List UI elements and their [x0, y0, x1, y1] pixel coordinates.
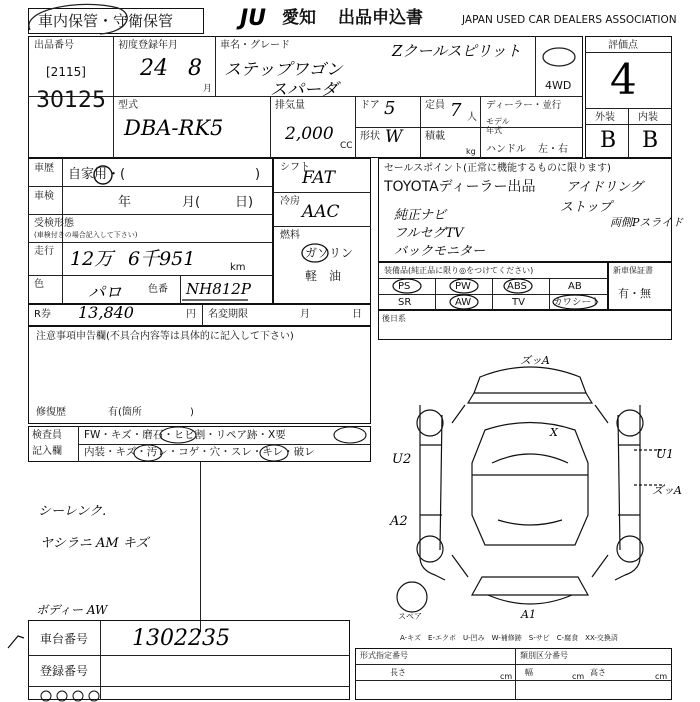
- class-no-label: 類別区分番号: [520, 651, 568, 660]
- inspector-label-2: 記入欄: [32, 446, 62, 457]
- type-value: DBA-RK5: [124, 116, 224, 140]
- load-unit: kg: [466, 147, 476, 156]
- mileage-sen: 6千951: [128, 248, 196, 270]
- drive-label: 4WD: [545, 79, 572, 92]
- note-hand-2: ヤシラニ AM キズ: [40, 536, 149, 551]
- ac-value: AAC: [302, 202, 340, 222]
- int-row: 内装・キズ・汚レ・コゲ・穴・スレ・キレ・破レ: [84, 446, 315, 458]
- receive-label: 受検形態: [34, 218, 74, 229]
- fuel-diesel: 軽 油: [305, 269, 342, 283]
- width-unit: cm: [572, 672, 585, 681]
- width-label: 幅: [525, 668, 533, 677]
- reg-year: 24: [140, 56, 168, 81]
- mileage-unit: km: [230, 262, 246, 273]
- fuel-gas: ガソリン: [305, 246, 354, 260]
- first-reg-label: 初度登録年月: [118, 40, 178, 51]
- lot-label: 出品番号: [34, 40, 74, 51]
- notes-label: 注意事項申告欄(不具合内容等は具体的に記入して下さい): [36, 331, 294, 342]
- storage-label: 車内保管・守衛保管: [38, 12, 174, 30]
- inspector-circles: [78, 426, 371, 462]
- diag-left-1: U2: [392, 452, 412, 467]
- stamp-circles: [40, 690, 100, 702]
- diag-bottom: A1: [521, 608, 536, 621]
- color-no-underline: [182, 298, 252, 302]
- recycle-value: 13,840: [78, 303, 134, 322]
- selling-line-2: 純正ナビ: [394, 208, 447, 223]
- disp-value: 2,000: [285, 124, 334, 144]
- score-value: 4: [610, 55, 637, 104]
- inspector-label-1: 検査員: [32, 430, 62, 441]
- diag-left-2: A2: [390, 514, 408, 529]
- receive-note: (車検付きの場合記入して下さい): [34, 231, 138, 239]
- color-value: パロ: [88, 283, 122, 303]
- later-label: 後日系: [382, 314, 406, 323]
- lot-sub: [2115]: [46, 65, 86, 79]
- form-title: 出品申込書: [338, 8, 423, 28]
- inspection-year: 年: [118, 195, 132, 210]
- model-name-2: スパーダ: [270, 80, 338, 100]
- selling-right-2: ストップ: [560, 200, 612, 215]
- selling-line-1: 両側Pスライド: [610, 216, 684, 229]
- warranty-label: 新車保証書: [613, 266, 653, 275]
- diag-right-1: U1: [656, 447, 674, 461]
- mileage-label: 走行: [34, 246, 54, 257]
- shift-label: シフト: [280, 162, 310, 173]
- selling-dealer: TOYOTAディーラー出品: [384, 179, 536, 195]
- history-label: 車歴: [34, 163, 54, 174]
- selling-right-1: アイドリング: [566, 180, 643, 195]
- color-no-value: NH812P: [186, 280, 251, 298]
- ext-value: B: [600, 128, 617, 153]
- name-change-label: 名変期限: [208, 309, 248, 320]
- association-label: JAPAN USED CAR DEALERS ASSOCIATION: [462, 14, 677, 26]
- reg-month-unit: 月: [203, 84, 213, 94]
- inspection-label: 車検: [34, 191, 54, 202]
- car-diagram: [390, 345, 670, 630]
- diagram-legend: A-キズ E-エクボ U-凹み W-補修跡 S-サビ C-腐食 XX-交換済: [400, 634, 618, 642]
- reg-number-label: 登録番号: [40, 664, 89, 678]
- equip-circles: [378, 276, 608, 310]
- diag-top: ズッA: [520, 354, 550, 367]
- chassis-value: 1302235: [132, 626, 230, 651]
- repair-value: 有(箇所: [108, 407, 142, 418]
- later-box: [378, 310, 672, 340]
- lot-number: 30125: [36, 88, 106, 113]
- equip-r1-3: ABS: [507, 281, 527, 292]
- selling-line-4: バックモニター: [394, 244, 486, 259]
- ju-logo: JU: [240, 6, 267, 31]
- chassis-label: 車台番号: [40, 632, 89, 646]
- diag-right-2: ズッA: [652, 484, 682, 497]
- history-value: 自家用・(: [68, 167, 126, 182]
- equip-r2-2: AW: [455, 297, 472, 308]
- int-label: 内装: [638, 112, 658, 123]
- diag-mark-x: X: [550, 426, 558, 439]
- disp-label: 排気量: [275, 100, 305, 111]
- doors-value: 5: [384, 98, 396, 119]
- equip-r1-2: PW: [455, 281, 471, 292]
- name-change-day: 日: [352, 309, 362, 320]
- length-label: 長さ: [390, 668, 406, 677]
- shape-no-label: 形式指定番号: [360, 651, 408, 660]
- height-label: 高さ: [590, 668, 606, 677]
- handle-label: ハンドル: [486, 144, 526, 155]
- note-hand-3: ボディー AW: [36, 603, 108, 617]
- name-change-month: 月: [300, 309, 310, 320]
- fw-row: FW・キズ・磨石・ヒビ割・リペア跡・X要: [84, 429, 286, 441]
- inspection-month: 月(: [182, 195, 201, 210]
- equipment-label: 装備品(純正品に限り◎をつけてください): [384, 266, 534, 275]
- equip-r2-4: カワシート: [553, 297, 601, 308]
- equip-r1-4: AB: [568, 281, 582, 292]
- selling-line-3: フルセグTV: [394, 226, 464, 241]
- fuel-circle: [300, 242, 330, 264]
- type-label: 型式: [118, 100, 138, 111]
- inspection-day: 日): [235, 195, 254, 210]
- shape-value: W: [385, 127, 403, 147]
- seats-value: 7: [450, 100, 462, 121]
- shift-value: FAT: [302, 168, 336, 188]
- storage-circle-mark: [20, 2, 140, 38]
- length-unit: cm: [500, 672, 513, 681]
- mileage-man: 12万: [70, 248, 114, 270]
- seats-unit: 人: [467, 112, 477, 123]
- history-close: ): [255, 167, 261, 182]
- equip-r2-3: TV: [512, 297, 525, 308]
- import-label: ディーラー・並行: [486, 100, 562, 111]
- disp-unit: CC: [340, 141, 353, 151]
- load-label: 積載: [425, 131, 445, 142]
- int-value: B: [642, 128, 659, 153]
- corner-mark: [6, 630, 26, 650]
- handle-value: 左・右: [538, 144, 568, 155]
- recycle-label: R券: [34, 309, 51, 320]
- region-label: 愛知: [282, 8, 316, 28]
- model-year-label: モデル年式: [486, 117, 510, 135]
- model-name-1: ステップワゴン: [224, 60, 343, 80]
- history-circle: [92, 164, 114, 186]
- height-unit: cm: [655, 672, 668, 681]
- color-no-label: 色番: [148, 284, 168, 295]
- drive-circle: [540, 46, 578, 68]
- repair-label: 修復歴: [36, 407, 66, 418]
- color-label: 色: [34, 279, 44, 290]
- recycle-unit: 円: [186, 309, 196, 320]
- note-hand-1: シーレンク.: [38, 504, 107, 519]
- repair-close: ): [190, 407, 194, 418]
- seats-label: 定員: [425, 100, 445, 111]
- model-grade: Zクールスピリット: [392, 42, 522, 60]
- reg-month: 8: [188, 56, 202, 81]
- fuel-label: 燃料: [280, 230, 300, 241]
- shape-label: 形状: [360, 131, 380, 142]
- equip-r2-1: SR: [398, 297, 412, 308]
- ext-label: 外装: [595, 112, 615, 123]
- selling-label: セールスポイント(正常に機能するものに限ります): [384, 163, 611, 174]
- spare-label: スペア: [398, 612, 422, 621]
- warranty-value: 有・無: [618, 287, 651, 300]
- score-label: 評価点: [608, 40, 638, 51]
- ac-label: 冷房: [280, 196, 300, 207]
- equip-r1-1: PS: [398, 281, 411, 292]
- model-label: 車名・グレード: [220, 40, 290, 51]
- doors-label: ドア: [360, 100, 380, 111]
